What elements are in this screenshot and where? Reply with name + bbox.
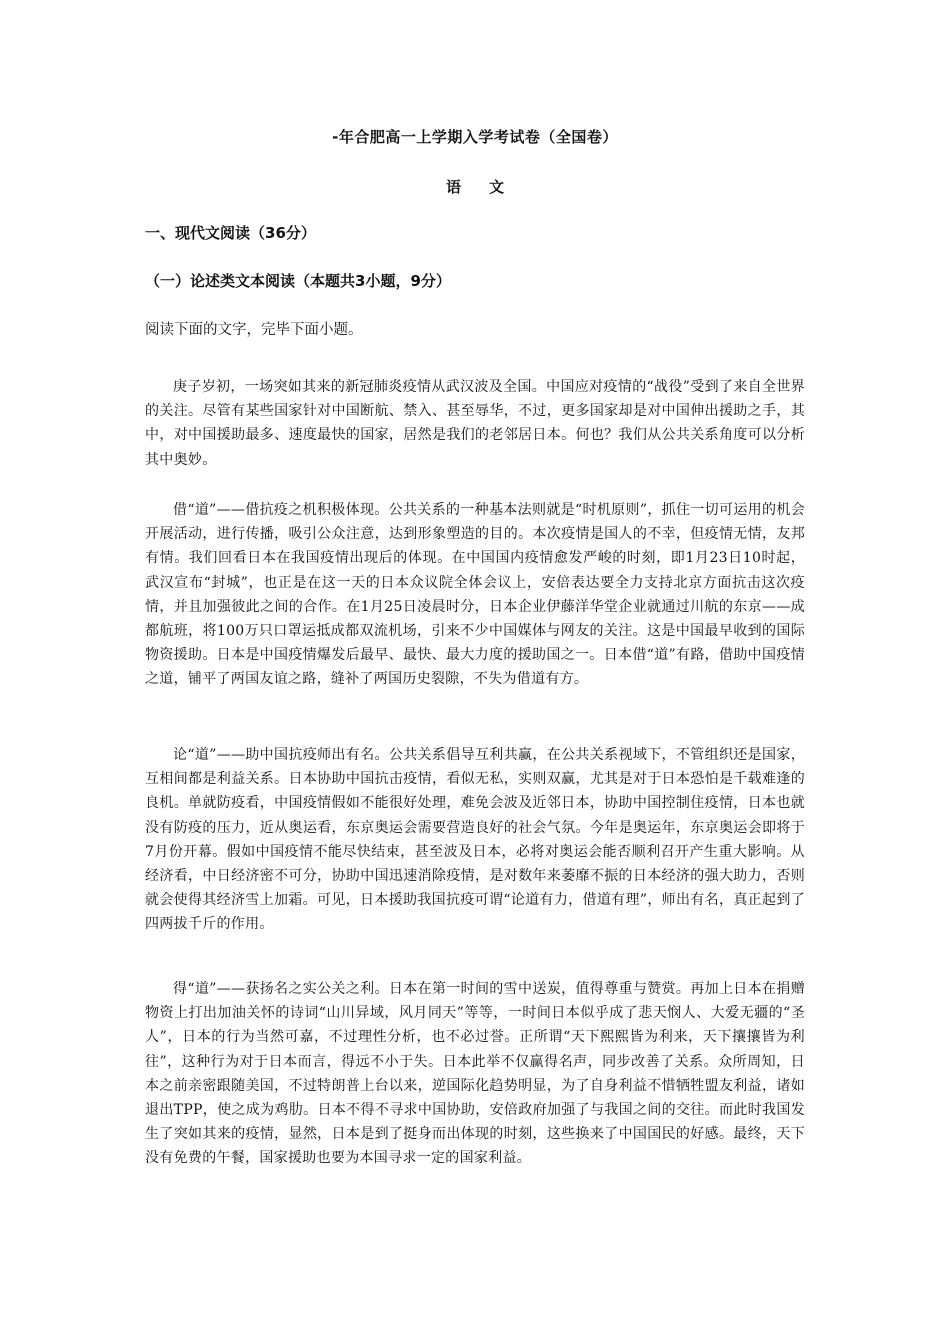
passage-paragraph-1: 庚子岁初，一场突如其来的新冠肺炎疫情从武汉波及全国。中国应对疫情的“战役”受到了来自全世界的关注。尽管有某些国家针对中国断航、禁入、甚至辱华，不过，更多国家却是对中国伸出援助之手，其中，对中国援助最多、速度最快的国家，居然是我们的老邻居日本。何也？我们从公共关系角度可以分析其中奥妙。 [145,379,805,468]
subject-heading [0,176,950,197]
subject-char-1: 语 [445,178,461,196]
passage-paragraph-4: 得“道”——获扬名之实公关之利。日本在第一时间的雪中送炭，值得尊重与赞赏。再加上日本在捐赠物资上打出加油关怀的诗词“山川异域，风月同天”等等，一时间日本似乎成了悲天悯人、大爱无疆的“圣人”，日本的行为当然可嘉，不过理性分析，也不必过誉。正所谓“天下熙熙皆为利来，天下攘攘皆为利往”，这种行为对于日本而言，得远不小于失。日本此举不仅赢得名声，同步改善了关系。众所周知，日本之前亲密跟随美国，不过特朗普上台以来，逆国际化趋势明显，为了自身利益不惜牺牲盟友利益，诸如退出TPP，使之成为鸡肋。日本不得不寻求中国协助，安倍政府加强了与我国之间的交往。而此时我国发生了突如其来的疫情，显然，日本是到了挺身而出体现的时刻，这些换来了中国国民的好感。最终，天下没有免费的午餐，国家援助也要为本国寻求一定的国家利益。 [145,981,805,1167]
passage-paragraph-3: 论“道”——助中国抗疫师出有名。公共关系倡导互利共赢，在公共关系视域下，不管组织还是国家，互相间都是利益关系。日本协助中国抗击疫情，看似无私，实则双赢，尤其是对于日本恐怕是千载难逢的良机。单就防疫看，中国疫情假如不能很好处理，难免会波及近邻日本，协助中国控制住疫情，日本也就没有防疫的压力，近从奥运看，东京奥运会需要营造良好的社会气氛。今年是奥运年，东京奥运会即将于7月份开幕。假如中国疫情不能尽快结束，甚至波及日本，必将对奥运会能否顺利召开产生重大影响。从经济看，中日经济密不可分，协助中国迅速消除疫情，是对数年来萎靡不振的日本经济的强大助力，否则就会使得其经济雪上加霜。可见，日本援助我国抗疫可谓“论道有力，借道有理”，师出有名，真正起到了四两拔千斤的作用。 [145,747,805,933]
subsection-heading-argumentative: （一）论述类文本阅读（本题共3小题，9分） [145,272,451,290]
reading-instruction: 阅读下面的文字，完毕下面小题。 [145,322,363,338]
section-heading-modern-reading: 一、现代文阅读（36分） [145,224,316,242]
subject-char-2: 文 [489,178,505,196]
exam-title: -年合肥高一上学期入学考试卷（全国卷） [332,128,618,146]
passage-paragraph-2: 借“道”——借抗疫之机积极体现。公共关系的一种基本法则就是“时机原则”，抓住一切可运用的机会开展活动，进行传播，吸引公众注意，达到形象塑造的目的。本次疫情是国人的不幸，但疫情无情，友邦有情。我们回看日本在我国疫情出现后的体现。在中国国内疫情愈发严峻的时刻，即1月23日10时起，武汉宣布“封城”，也正是在这一天的日本众议院全体会议上，安倍表达要全力支持北京方面抗击这次疫情，并且加强彼此之间的合作。在1月25日凌晨时分，日本企业伊藤洋华堂企业就通过川航的东京——成都航班，将100万只口罩运抵成都双流机场，引来不少中国媒体与网友的关注。这是中国最早收到的国际物资援助。日本是中国疫情爆发后最早、最快、最大力度的援助国之一。日本借“道”有路，借助中国疫情之道，铺平了两国友谊之路，缝补了两国历史裂隙，不失为借道有方。 [145,502,805,688]
